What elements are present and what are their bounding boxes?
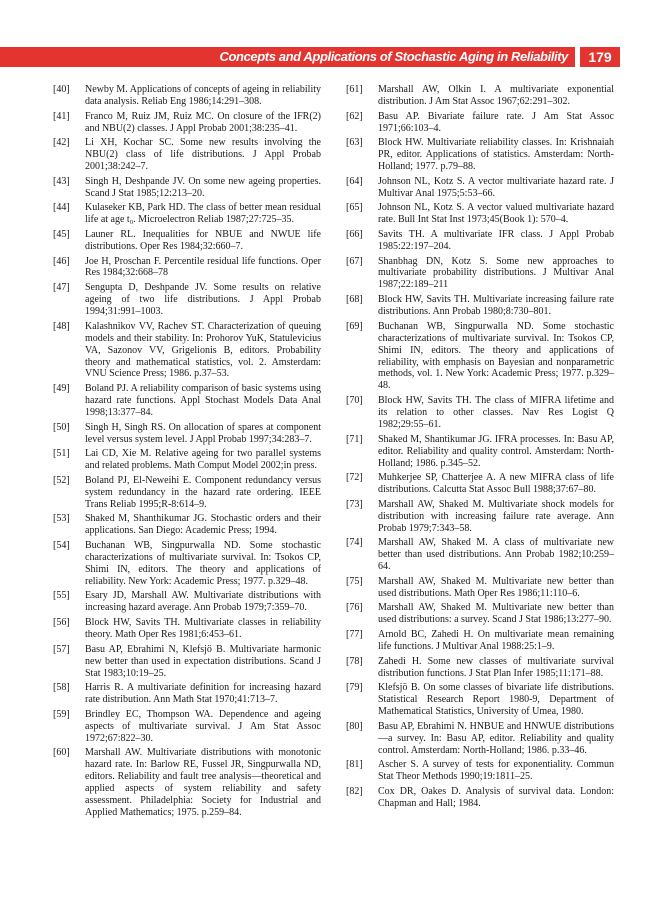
reference-text: Basu AP, Ebrahimi N, Klefsjö B. Multivariate harmonic new better than used in expectation distributions. Scand J Stat 1983;10:19–25. bbox=[85, 643, 321, 679]
reference-text: Singh H, Deshpande JV. On some new ageing properties. Scand J Stat 1985;12:213–20. bbox=[85, 175, 321, 199]
reference-number: [43] bbox=[53, 175, 70, 187]
reference-item bbox=[53, 590, 321, 614]
reference-text: Boland PJ, El-Neweihi E. Component redundancy versus system redundancy in the hazard rate ordering. IEEE Trans Reliab 1995;R-8:614–9. bbox=[85, 474, 321, 510]
reference-number: [42] bbox=[53, 137, 70, 149]
reference-item bbox=[346, 111, 614, 135]
reference-number: [66] bbox=[346, 228, 363, 240]
reference-text: Kulaseker KB, Park HD. The class of better mean residual life at age t₀. Microelectron Reliab 1987;27:725–35. bbox=[85, 202, 321, 226]
reference-number: [73] bbox=[346, 498, 363, 510]
reference-number: [53] bbox=[53, 513, 70, 525]
reference-number: [47] bbox=[53, 282, 70, 294]
reference-text: Klefsjö B. On some classes of bivariate life distributions. Statistical Research Report 1980-9, Department of Mathematical Statistics, University of Umea, 1980. bbox=[378, 682, 614, 718]
reference-item bbox=[346, 472, 614, 496]
reference-number: [65] bbox=[346, 202, 363, 214]
reference-item bbox=[53, 111, 321, 135]
reference-text: Marshall AW, Shaked M. A class of multivariate new better than used distributions. Ann Probab 1982;10:259–64. bbox=[378, 537, 614, 573]
references-left-column bbox=[53, 84, 321, 822]
reference-item bbox=[346, 786, 614, 810]
reference-item bbox=[346, 395, 614, 431]
reference-item bbox=[346, 499, 614, 535]
reference-item bbox=[53, 137, 321, 173]
reference-text: Arnold BC, Zahedi H. On multivariate mean remaining life functions. J Multivar Anal 1988:25:1–9. bbox=[378, 629, 614, 652]
reference-item bbox=[53, 540, 321, 588]
reference-text: Shanbhag DN, Kotz S. Some new approaches to multivariate probability distributions. J Multivar Anal 1987;22:189–211 bbox=[378, 255, 614, 291]
reference-item bbox=[346, 656, 614, 680]
reference-item bbox=[346, 602, 614, 626]
reference-item bbox=[53, 422, 321, 446]
reference-number: [82] bbox=[346, 785, 363, 797]
reference-number: [62] bbox=[346, 110, 363, 122]
reference-number: [48] bbox=[53, 320, 70, 332]
reference-item bbox=[53, 682, 321, 706]
reference-text: Buchanan WB, Singpurwalla ND. Some stochastic characterizations of multivariate survival. In: Tsokos CP, Shimi IN, editors. The theory and applications of reliability, with emphasis on Bayesian and nonparametric methods, vol. 1. New York: Academic Press; 1977. p.329–48. bbox=[378, 320, 614, 392]
reference-text: Shaked M, Shanthikumar JG. Stochastic orders and their applications. San Diego: Academic Press; 1994. bbox=[85, 513, 321, 537]
reference-text: Block HW, Savits TH. The class of MIFRA lifetime and its relation to other classes. Nav Res Logist Q 1982;29:55–61. bbox=[378, 395, 614, 430]
reference-item bbox=[346, 229, 614, 253]
reference-item bbox=[53, 475, 321, 511]
reference-text: Johnson NL, Kotz S. A vector multivariate hazard rate. J Multivar Anal 1975;5:53–66. bbox=[378, 175, 614, 199]
reference-text: Basu AP, Ebrahimi N. HNBUE and HNWUE distributions—a survey. In: Basu AP, editor. Reliability and quality control. Amsterdam: North-Holland; 1986. p.33–46. bbox=[378, 720, 614, 756]
reference-text: Sengupta D, Deshpande JV. Some results on relative ageing of two life distributions. J Appl Probab 1994;31:991–1003. bbox=[85, 282, 321, 318]
reference-number: [80] bbox=[346, 720, 363, 732]
reference-number: [59] bbox=[53, 708, 70, 720]
reference-number: [50] bbox=[53, 421, 70, 433]
reference-text: Ascher S. A survey of tests for exponentiality. Commun Stat Theor Methods 1990;19:1811–25. bbox=[378, 759, 614, 783]
reference-text: Li XH, Kochar SC. Some new results involving the NBU(2) class of life distributions. J Appl Probab 2001;38:242–7. bbox=[85, 137, 321, 173]
reference-text: Marshall AW, Olkin I. A multivariate exponential distribution. J Am Stat Assoc 1967;62:291–302. bbox=[378, 84, 614, 107]
reference-text: Franco M, Ruiz JM, Ruiz MC. On closure of the IFR(2) and NBU(2) classes. J Appl Probab 2001;38:235–41. bbox=[85, 110, 321, 134]
reference-text: Block HW. Multivariate reliability classes. In: Krishnaiah PR, editor. Applications of statistics. Amsterdam: North-Holland; 1977. p.79–88. bbox=[378, 137, 614, 173]
references-right-column bbox=[346, 84, 614, 813]
reference-text: Harris R. A multivariate definition for increasing hazard rate distribution. Ann Math Stat 1970;41:713–7. bbox=[85, 682, 321, 706]
reference-item bbox=[346, 202, 614, 226]
reference-text: Savits TH. A multivariate IFR class. J Appl Probab 1985:22:197–204. bbox=[378, 228, 614, 252]
reference-number: [52] bbox=[53, 474, 70, 486]
reference-number: [68] bbox=[346, 294, 363, 306]
reference-number: [56] bbox=[53, 617, 70, 629]
reference-item bbox=[53, 256, 321, 280]
reference-text: Marshall AW, Shaked M. Multivariate new better than used distributions. Math Oper Res 1986;11:110–6. bbox=[378, 575, 614, 599]
reference-number: [67] bbox=[346, 255, 363, 267]
reference-number: [46] bbox=[53, 255, 70, 267]
running-header-title: Concepts and Applications of Stochastic Aging in Reliability bbox=[219, 49, 568, 64]
reference-number: [40] bbox=[53, 84, 70, 95]
reference-item bbox=[53, 229, 321, 253]
reference-number: [60] bbox=[53, 747, 70, 759]
reference-number: [64] bbox=[346, 175, 363, 187]
reference-text: Kalashnikov VV, Rachev ST. Characterization of queuing models and their stability. In: Prohorov YuK, Statulevicius VA, Sazonov VV, Grigelionis B, editors. Probability theory and mathematical statistics, vol. 2. Amsterdam: VNU Science Press; 1986. p.37–53. bbox=[85, 320, 321, 380]
reference-number: [81] bbox=[346, 759, 363, 771]
reference-item bbox=[346, 434, 614, 470]
reference-item bbox=[346, 321, 614, 393]
reference-item bbox=[53, 513, 321, 537]
reference-number: [45] bbox=[53, 228, 70, 240]
reference-number: [41] bbox=[53, 110, 70, 122]
reference-item bbox=[53, 202, 321, 226]
reference-number: [76] bbox=[346, 602, 363, 614]
page-number: 179 bbox=[580, 47, 620, 67]
reference-text: Brindley EC, Thompson WA. Dependence and ageing aspects of multivariate survival. J Am Stat Assoc 1972;67:822–30. bbox=[85, 708, 321, 744]
reference-item bbox=[346, 537, 614, 573]
reference-number: [61] bbox=[346, 84, 363, 95]
reference-text: Launer RL. Inequalities for NBUE and NWUE life distributions. Oper Res 1984;32:660–7. bbox=[85, 228, 321, 252]
reference-number: [57] bbox=[53, 643, 70, 655]
reference-text: Buchanan WB, Singpurwalla ND. Some stochastic characterizations of multivariate survival. In: Tsokos CP, Shimi IN, editors. The theory and applications of reliability. New York: Academic Press; 1977. p.329–48. bbox=[85, 539, 321, 587]
reference-text: Lai CD, Xie M. Relative ageing for two parallel systems and related problems. Math Comput Model 2002;in press. bbox=[85, 448, 321, 472]
reference-text: Singh H, Singh RS. On allocation of spares at component level versus system level. J Appl Probab 1997;34:283–7. bbox=[85, 421, 321, 445]
reference-number: [70] bbox=[346, 395, 363, 407]
reference-text: Marshall AW, Shaked M. Multivariate new better than used distributions: a survey. Scand J Stat 1986;13:277–90. bbox=[378, 602, 614, 626]
reference-item bbox=[53, 176, 321, 200]
reference-item bbox=[53, 709, 321, 745]
reference-item bbox=[346, 84, 614, 108]
reference-item bbox=[346, 576, 614, 600]
reference-number: [54] bbox=[53, 539, 70, 551]
reference-item bbox=[53, 448, 321, 472]
reference-number: [58] bbox=[53, 682, 70, 694]
reference-text: Boland PJ. A reliability comparison of basic systems using hazard rate functions. Appl Stochast Models Data Anal 1998;13:377–84. bbox=[85, 383, 321, 419]
reference-text: Shaked M, Shantikumar JG. IFRA processes. In: Basu AP, editor. Reliability and quality control. Amsterdam: North-Holland; 1986. p.345–52. bbox=[378, 433, 614, 469]
reference-item bbox=[346, 256, 614, 292]
reference-item bbox=[53, 383, 321, 419]
reference-number: [44] bbox=[53, 202, 70, 214]
reference-item bbox=[346, 759, 614, 783]
reference-text: Muhkerjee SP, Chatterjee A. A new MIFRA class of life distributions. Calcutta Stat Assoc Bull 1988;37:67–80. bbox=[378, 472, 614, 496]
reference-item bbox=[346, 137, 614, 173]
reference-item bbox=[53, 617, 321, 641]
reference-text: Cox DR, Oakes D. Analysis of survival data. London: Chapman and Hall; 1984. bbox=[378, 785, 614, 809]
reference-text: Marshall AW. Multivariate distributions with monotonic hazard rate. In: Barlow RE, Fussel JR, Singpurwalla ND, editors. Reliability and fault tree analysis—theoretical and applied aspects of system reliability and safety assessment. Philadelphia: Society for Industrial and Applied Mathematics; 1975. p.259–84. bbox=[85, 747, 321, 819]
reference-item bbox=[346, 176, 614, 200]
reference-text: Johnson NL, Kotz S. A vector valued multivariate hazard rate. Bull Int Stat Inst 1973;45(Book 1): 570–4. bbox=[378, 202, 614, 226]
reference-number: [63] bbox=[346, 137, 363, 149]
reference-text: Zahedi H. Some new classes of multivariate survival distribution functions. J Stat Plan Infer 1985;11:171–88. bbox=[378, 655, 614, 679]
reference-number: [51] bbox=[53, 448, 70, 460]
reference-item bbox=[53, 644, 321, 680]
reference-item bbox=[53, 321, 321, 381]
reference-item bbox=[346, 721, 614, 757]
reference-text: Block HW, Savits TH. Multivariate classes in reliability theory. Math Oper Res 1981;6:453–61. bbox=[85, 617, 321, 641]
reference-text: Basu AP. Bivariate failure rate. J Am Stat Assoc 1971;66:103–4. bbox=[378, 110, 614, 134]
reference-item bbox=[53, 747, 321, 819]
reference-number: [74] bbox=[346, 537, 363, 549]
reference-item bbox=[346, 682, 614, 718]
reference-text: Block HW, Savits TH. Multivariate increasing failure rate distributions. Ann Probab 1980;8:730–801. bbox=[378, 294, 614, 318]
reference-text: Joe H, Proschan F. Percentile residual life functions. Oper Res 1984;32:668–78 bbox=[85, 255, 321, 279]
reference-number: [75] bbox=[346, 575, 363, 587]
reference-text: Marshall AW, Shaked M. Multivariate shock models for distribution with increasing failure rate average. Ann Probab 1979;7:343–58. bbox=[378, 498, 614, 534]
reference-item bbox=[346, 294, 614, 318]
reference-text: Newby M. Applications of concepts of ageing in reliability data analysis. Reliab Eng 1986;14:291–308. bbox=[85, 84, 321, 107]
reference-number: [49] bbox=[53, 383, 70, 395]
reference-number: [77] bbox=[346, 629, 363, 641]
reference-item bbox=[53, 282, 321, 318]
reference-number: [78] bbox=[346, 655, 363, 667]
reference-number: [55] bbox=[53, 590, 70, 602]
reference-item bbox=[346, 629, 614, 653]
reference-number: [69] bbox=[346, 320, 363, 332]
reference-number: [71] bbox=[346, 433, 363, 445]
reference-number: [72] bbox=[346, 472, 363, 484]
reference-number: [79] bbox=[346, 682, 363, 694]
reference-text: Esary JD, Marshall AW. Multivariate distributions with increasing hazard average. Ann Probab 1979;7:359–70. bbox=[85, 590, 321, 614]
reference-item bbox=[53, 84, 321, 108]
